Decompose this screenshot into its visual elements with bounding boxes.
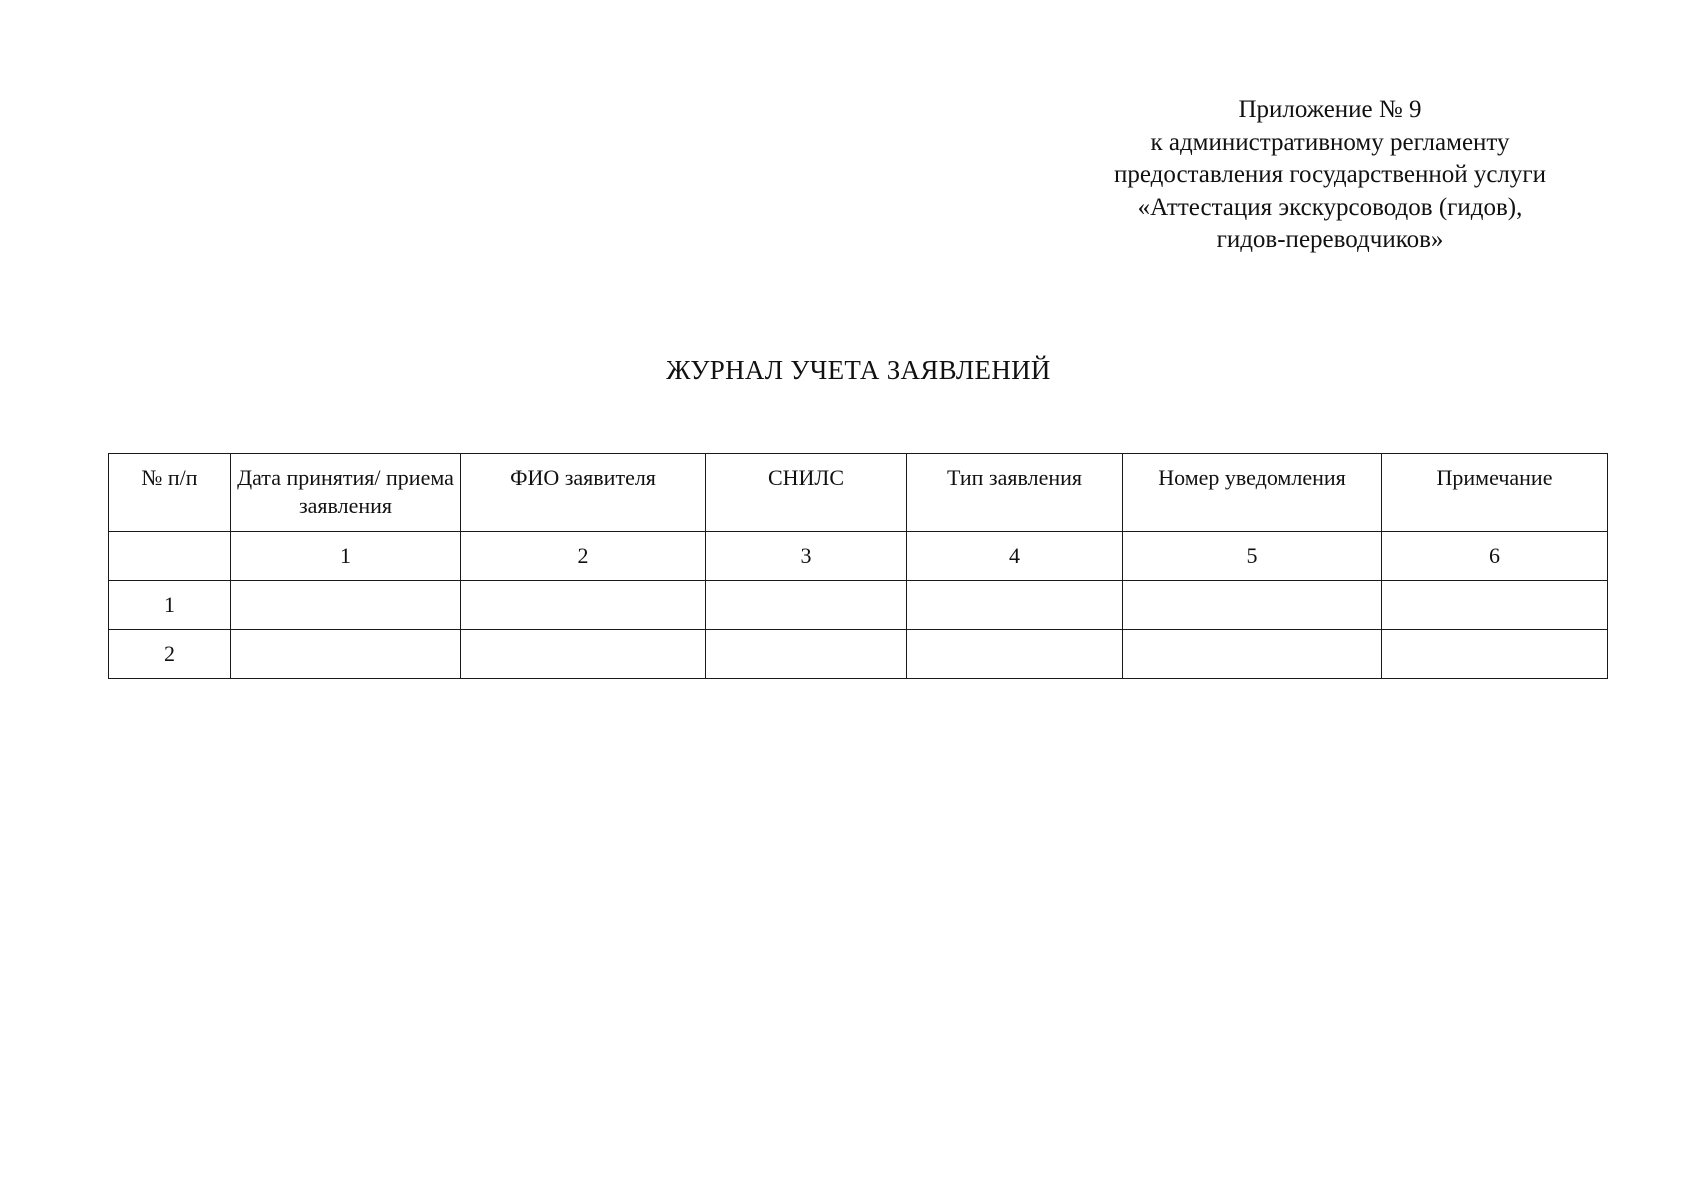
table-cell bbox=[1123, 630, 1382, 679]
table-cell bbox=[1382, 581, 1608, 630]
row-number-cell: 2 bbox=[109, 630, 231, 679]
table-cell bbox=[231, 581, 461, 630]
table-cell bbox=[1123, 581, 1382, 630]
header-cell-snils: СНИЛС bbox=[706, 454, 907, 532]
header-cell-type: Тип заявления bbox=[907, 454, 1123, 532]
column-number-cell: 4 bbox=[907, 532, 1123, 581]
column-number-cell: 3 bbox=[706, 532, 907, 581]
column-number-cell: 6 bbox=[1382, 532, 1608, 581]
table-cell bbox=[231, 630, 461, 679]
appendix-line: гидов-переводчиков» bbox=[1216, 226, 1444, 253]
column-number-cell: 1 bbox=[231, 532, 461, 581]
header-cell-note: Примечание bbox=[1382, 454, 1608, 532]
table-cell bbox=[461, 630, 706, 679]
table-cell bbox=[461, 581, 706, 630]
table-row bbox=[109, 630, 1608, 679]
table-header-row bbox=[109, 454, 1608, 532]
row-number-cell: 1 bbox=[109, 581, 231, 630]
table-cell bbox=[907, 581, 1123, 630]
header-cell-number: № п/п bbox=[109, 454, 231, 532]
header-cell-date: Дата принятия/ приема заявления bbox=[231, 454, 461, 532]
document-title: ЖУРНАЛ УЧЕТА ЗАЯВЛЕНИЙ bbox=[666, 355, 1051, 385]
table-cell bbox=[1382, 630, 1608, 679]
appendix-line: предоставления государственной услуги bbox=[1113, 161, 1547, 188]
applications-journal-table bbox=[108, 453, 1608, 679]
column-number-cell: 2 bbox=[461, 532, 706, 581]
table-cell bbox=[706, 581, 907, 630]
column-number-cell: 5 bbox=[1123, 532, 1382, 581]
appendix-line: Приложение № 9 bbox=[1238, 96, 1422, 123]
appendix-block bbox=[1070, 94, 1590, 257]
appendix-line: «Аттестация экскурсоводов (гидов), bbox=[1137, 193, 1523, 221]
column-number-cell bbox=[109, 532, 231, 581]
appendix-line: к административному регламенту bbox=[1150, 128, 1510, 156]
table-cell bbox=[706, 630, 907, 679]
column-number-row bbox=[109, 532, 1608, 581]
header-cell-name: ФИО заявителя bbox=[461, 454, 706, 532]
header-cell-notice-number: Номер уведомления bbox=[1123, 454, 1382, 532]
table-row bbox=[109, 581, 1608, 630]
table-cell bbox=[907, 630, 1123, 679]
